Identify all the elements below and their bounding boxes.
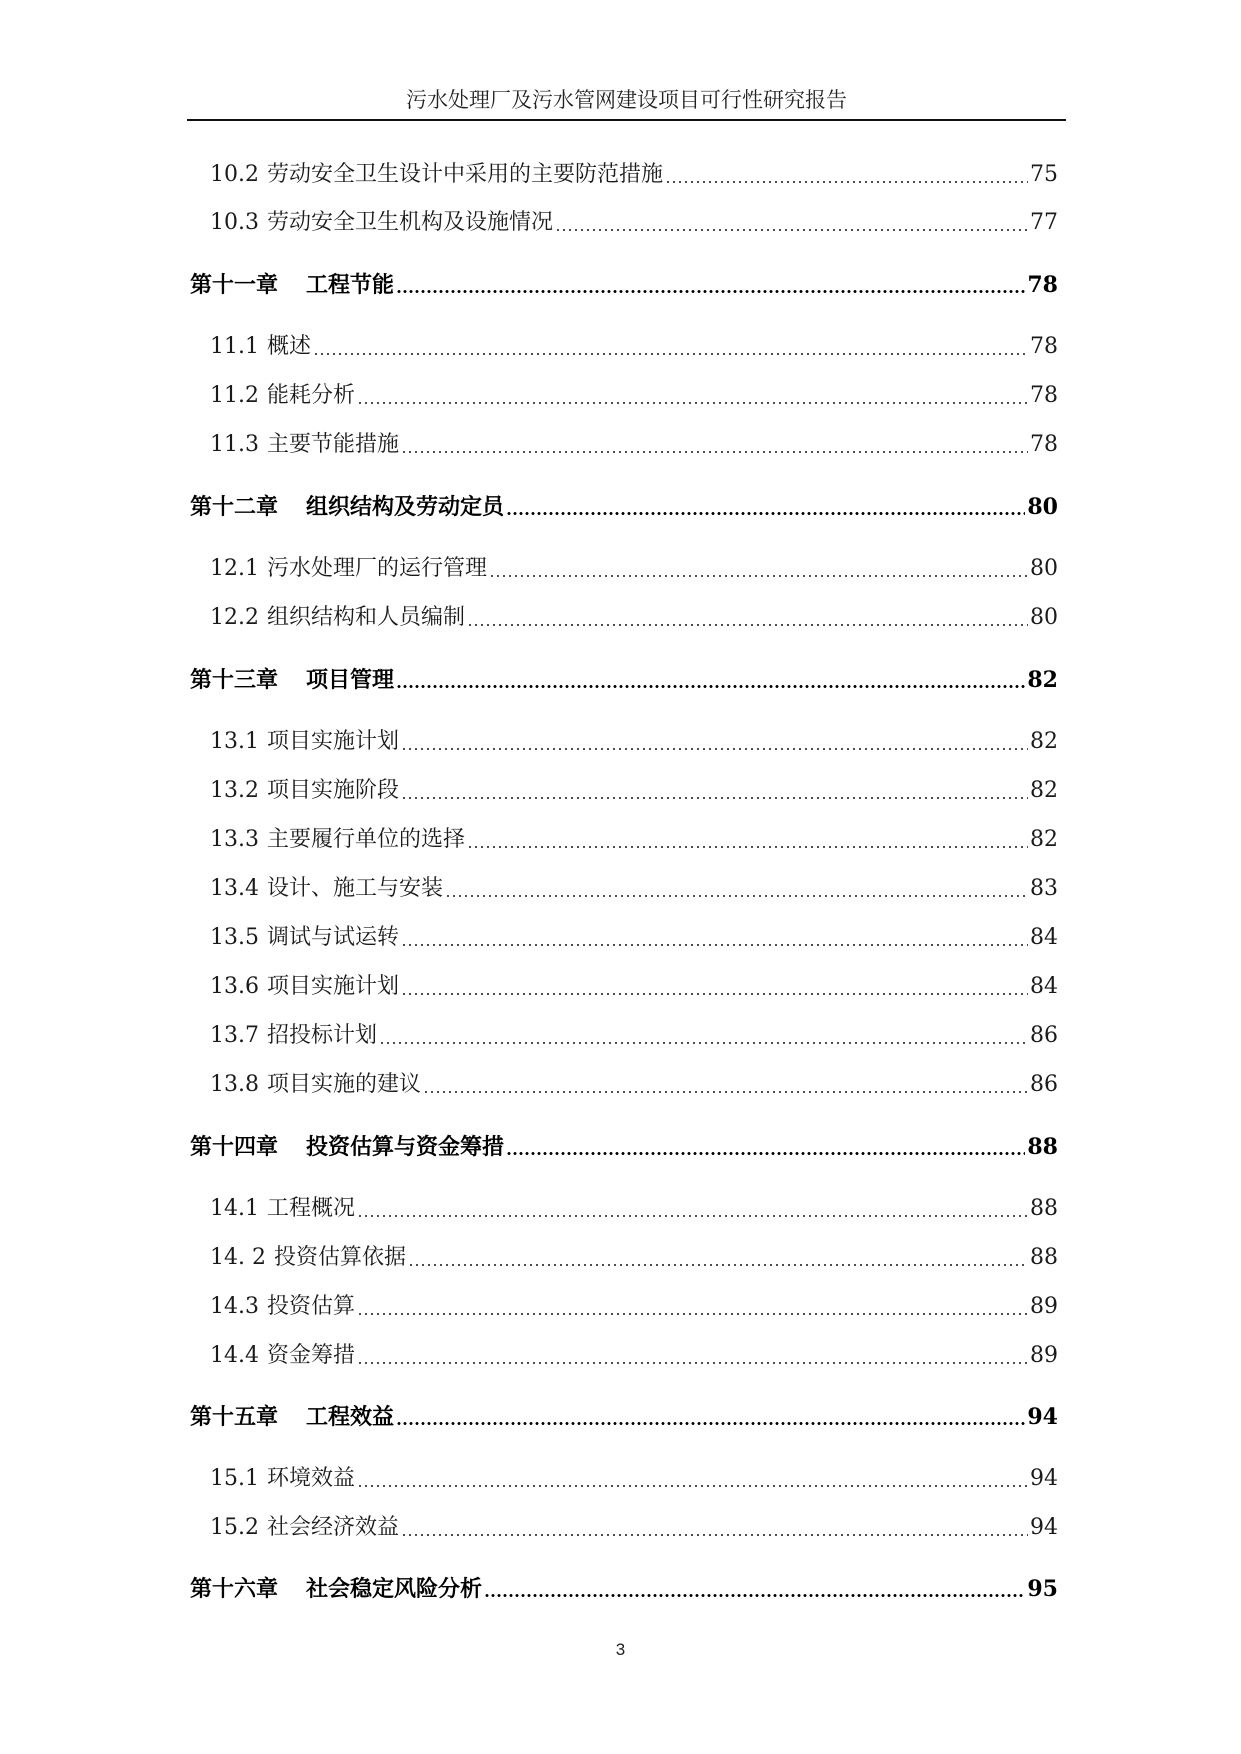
toc-entry-page: 84 — [1030, 974, 1058, 999]
toc-entry-number: 11.2 — [210, 383, 259, 408]
toc-dot-leader — [401, 993, 1028, 995]
toc-entry-title: 组织结构和人员编制 — [266, 605, 465, 630]
toc-entry-page: 89 — [1030, 1294, 1058, 1319]
toc-chapter-number: 第十三章 — [190, 667, 279, 693]
toc-chapter-entry[interactable] — [190, 1572, 1058, 1606]
toc-entry[interactable] — [190, 1192, 1058, 1226]
toc-dot-leader — [423, 1091, 1028, 1093]
toc-entry-title: 主要履行单位的选择 — [266, 827, 465, 852]
toc-entry-number: 13.7 — [210, 1023, 259, 1048]
toc-dot-leader — [401, 451, 1028, 453]
toc-entry[interactable] — [190, 552, 1058, 586]
toc-entry-title: 主要节能措施 — [266, 432, 399, 457]
toc-entry-number: 10.2 — [210, 162, 259, 187]
toc-entry-page: 88 — [1030, 1245, 1058, 1270]
toc-entry-number: 14.1 — [210, 1196, 259, 1221]
toc-entry-page: 94 — [1030, 1515, 1058, 1540]
toc-chapter-title: 社会稳定风险分析 — [306, 1576, 483, 1602]
toc-entry[interactable] — [190, 725, 1058, 759]
toc-entry-title: 调试与试运转 — [266, 925, 399, 950]
toc-entry-page: 82 — [1030, 729, 1058, 754]
toc-entry[interactable] — [190, 1019, 1058, 1053]
toc-entry[interactable] — [190, 1290, 1058, 1324]
toc-entry-title: 投资估算 — [266, 1294, 355, 1319]
toc-entry-number: 15.2 — [210, 1515, 259, 1540]
toc-entry-number: 11.1 — [210, 334, 259, 359]
toc-entry-title: 项目实施的建议 — [266, 1072, 421, 1097]
toc-dot-leader — [401, 1534, 1028, 1536]
toc-entry-number: 14.3 — [210, 1294, 259, 1319]
toc-entry-number: 13.5 — [210, 925, 259, 950]
toc-dot-leader — [445, 895, 1028, 897]
toc-entry[interactable] — [190, 1462, 1058, 1496]
toc-dot-leader — [357, 1485, 1028, 1487]
toc-entry-title: 概述 — [266, 334, 311, 359]
toc-dot-leader — [506, 512, 1025, 515]
toc-dot-leader — [357, 1362, 1028, 1364]
toc-entry-number: 13.1 — [210, 729, 259, 754]
toc-entry-number: 14. 2 — [210, 1245, 266, 1270]
toc-entry[interactable] — [190, 428, 1058, 462]
running-header: 污水处理厂及污水管网建设项目可行性研究报告 — [406, 88, 847, 112]
toc-entry-page: 84 — [1030, 925, 1058, 950]
toc-entry-number: 12.1 — [210, 556, 259, 581]
toc-dot-leader — [357, 1215, 1028, 1217]
toc-entry-number: 12.2 — [210, 605, 259, 630]
toc-entry[interactable] — [190, 921, 1058, 955]
toc-entry-page: 83 — [1030, 876, 1058, 901]
toc-entry-title: 资金筹措 — [266, 1343, 355, 1368]
toc-dot-leader — [506, 1152, 1025, 1155]
toc-chapter-page: 80 — [1027, 494, 1058, 520]
toc-entry[interactable] — [190, 330, 1058, 364]
toc-entry[interactable] — [190, 970, 1058, 1004]
toc-chapter-title: 工程效益 — [306, 1404, 395, 1430]
toc-entry[interactable] — [190, 158, 1058, 192]
toc-dot-leader — [357, 1313, 1028, 1315]
toc-chapter-number: 第十一章 — [190, 272, 279, 298]
toc-dot-leader — [665, 181, 1028, 183]
toc-dot-leader — [401, 748, 1028, 750]
toc-chapter-title: 组织结构及劳动定员 — [306, 494, 505, 520]
toc-dot-leader — [396, 685, 1025, 688]
toc-entry-page: 78 — [1030, 432, 1058, 457]
toc-entry-title: 社会经济效益 — [266, 1515, 399, 1540]
toc-entry[interactable] — [190, 774, 1058, 808]
toc-dot-leader — [555, 229, 1028, 231]
toc-entry[interactable] — [190, 1241, 1058, 1275]
toc-chapter-page: 78 — [1027, 272, 1058, 298]
toc-entry-number: 13.4 — [210, 876, 259, 901]
toc-entry-page: 88 — [1030, 1196, 1058, 1221]
toc-chapter-title: 工程节能 — [306, 272, 395, 298]
toc-entry-title: 污水处理厂的运行管理 — [266, 556, 487, 581]
toc-entry-title: 项目实施阶段 — [266, 778, 399, 803]
toc-chapter-entry[interactable] — [190, 1400, 1058, 1434]
toc-dot-leader — [467, 846, 1028, 848]
toc-entry-number: 13.3 — [210, 827, 259, 852]
page-number: 3 — [615, 1640, 626, 1659]
toc-entry-title: 项目实施计划 — [266, 729, 399, 754]
toc-entry-number: 15.1 — [210, 1466, 259, 1491]
toc-entry-number: 11.3 — [210, 432, 259, 457]
toc-entry-page: 77 — [1030, 210, 1058, 235]
toc-chapter-entry[interactable] — [190, 1130, 1058, 1164]
toc-entry-page: 94 — [1030, 1466, 1058, 1491]
toc-dot-leader — [401, 944, 1028, 946]
toc-chapter-page: 95 — [1027, 1576, 1058, 1602]
toc-entry[interactable] — [190, 823, 1058, 857]
toc-entry[interactable] — [190, 1511, 1058, 1545]
toc-entry-page: 82 — [1030, 827, 1058, 852]
toc-chapter-number: 第十六章 — [190, 1576, 279, 1602]
toc-entry-title: 投资估算依据 — [273, 1245, 406, 1270]
toc-entry-page: 89 — [1030, 1343, 1058, 1368]
toc-chapter-entry[interactable] — [190, 663, 1058, 697]
toc-chapter-page: 94 — [1027, 1404, 1058, 1430]
toc-chapter-number: 第十四章 — [190, 1134, 279, 1160]
toc-chapter-entry[interactable] — [190, 490, 1058, 524]
table-of-contents — [190, 0, 1058, 1754]
toc-entry-number: 10.3 — [210, 210, 259, 235]
toc-entry-page: 80 — [1030, 556, 1058, 581]
toc-entry-title: 项目实施计划 — [266, 974, 399, 999]
toc-dot-leader — [396, 1422, 1025, 1425]
toc-chapter-page: 82 — [1027, 667, 1058, 693]
toc-entry-title: 招投标计划 — [266, 1023, 377, 1048]
toc-chapter-page: 88 — [1027, 1134, 1058, 1160]
toc-dot-leader — [379, 1042, 1028, 1044]
toc-entry-number: 13.6 — [210, 974, 259, 999]
toc-entry[interactable] — [190, 1068, 1058, 1102]
toc-chapter-number: 第十二章 — [190, 494, 279, 520]
toc-entry-title: 设计、施工与安装 — [266, 876, 443, 901]
toc-entry-title: 工程概况 — [266, 1196, 355, 1221]
toc-chapter-entry[interactable] — [190, 268, 1058, 302]
toc-entry-page: 80 — [1030, 605, 1058, 630]
toc-entry-title: 劳动安全卫生设计中采用的主要防范措施 — [266, 162, 663, 187]
toc-chapter-number: 第十五章 — [190, 1404, 279, 1430]
toc-entry-number: 14.4 — [210, 1343, 259, 1368]
toc-entry-page: 75 — [1030, 162, 1058, 187]
toc-entry-page: 78 — [1030, 334, 1058, 359]
toc-entry-title: 能耗分析 — [266, 383, 355, 408]
toc-dot-leader — [357, 402, 1028, 404]
toc-dot-leader — [396, 290, 1025, 293]
toc-dot-leader — [313, 353, 1028, 355]
toc-dot-leader — [484, 1594, 1025, 1597]
toc-entry-title: 劳动安全卫生机构及设施情况 — [266, 210, 553, 235]
toc-entry[interactable] — [190, 601, 1058, 635]
toc-entry-title: 环境效益 — [266, 1466, 355, 1491]
toc-dot-leader — [408, 1264, 1028, 1266]
toc-dot-leader — [467, 624, 1028, 626]
toc-entry[interactable] — [190, 206, 1058, 240]
toc-entry-page: 82 — [1030, 778, 1058, 803]
toc-entry-page: 78 — [1030, 383, 1058, 408]
toc-chapter-title: 投资估算与资金筹措 — [306, 1134, 505, 1160]
toc-dot-leader — [489, 575, 1028, 577]
toc-chapter-title: 项目管理 — [306, 667, 395, 693]
toc-entry[interactable] — [190, 379, 1058, 413]
toc-dot-leader — [401, 797, 1028, 799]
toc-entry-page: 86 — [1030, 1023, 1058, 1048]
toc-entry[interactable] — [190, 1339, 1058, 1373]
toc-entry-number: 13.8 — [210, 1072, 259, 1097]
toc-entry-page: 86 — [1030, 1072, 1058, 1097]
toc-entry[interactable] — [190, 872, 1058, 906]
toc-entry-number: 13.2 — [210, 778, 259, 803]
